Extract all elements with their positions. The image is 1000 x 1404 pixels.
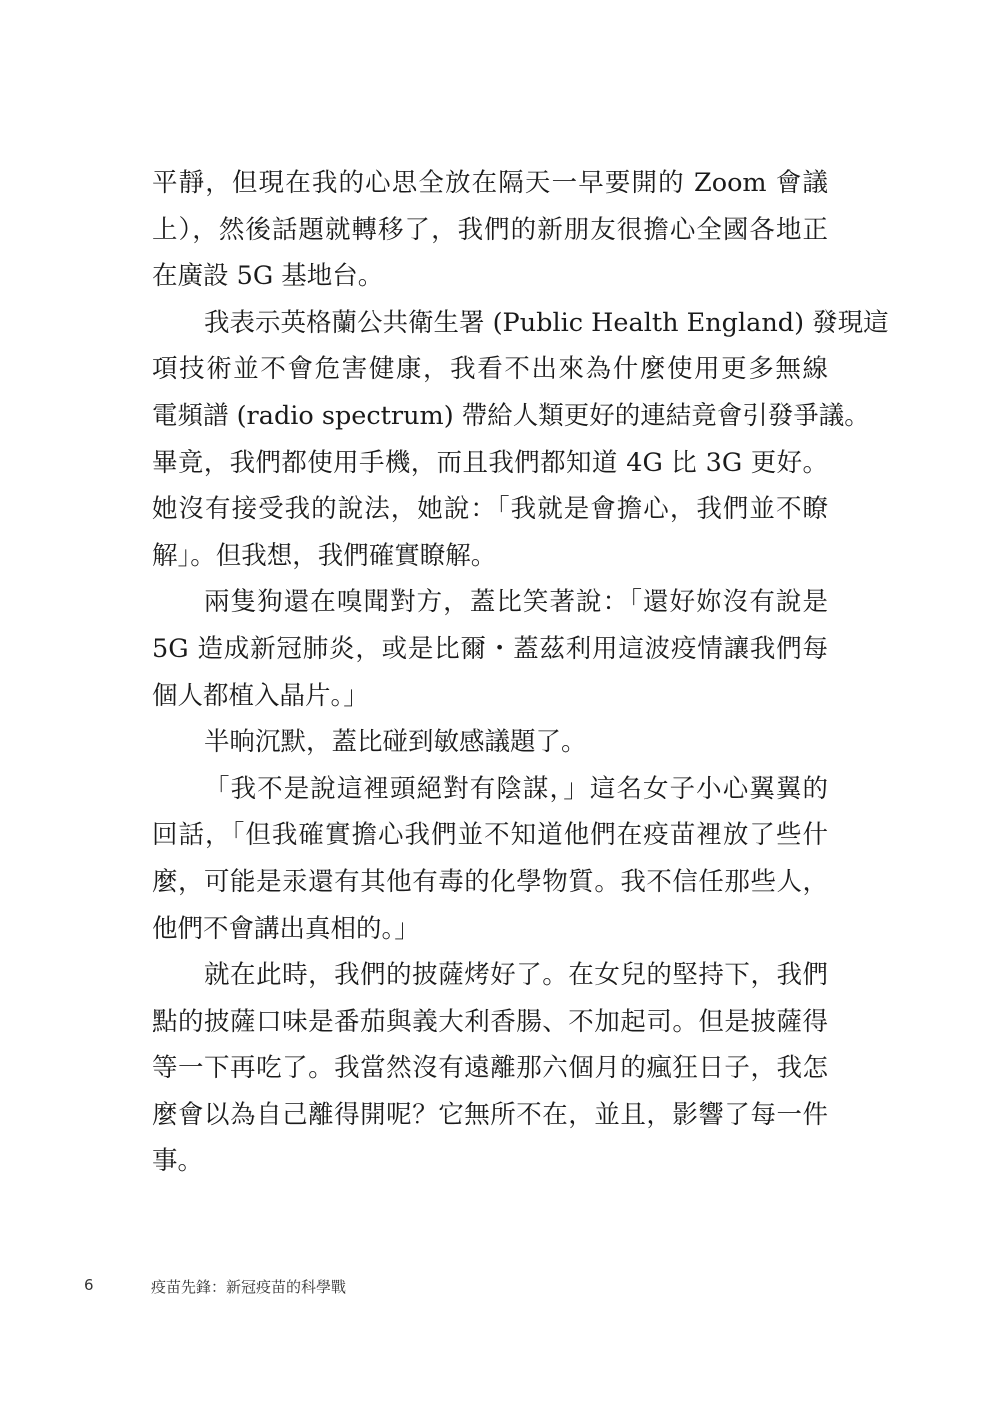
text-line: 他們不會講出真相的。」: [152, 913, 420, 944]
text-line: 點的披薩口味是番茄與義大利香腸、不加起司。但是披薩得: [152, 1006, 828, 1037]
body-text: [152, 160, 889, 1185]
text-line: 等一下再吃了。我當然沒有遠離那六個月的瘋狂日子，我怎: [152, 1053, 828, 1084]
text-line: 電頻譜 (radio spectrum) 帶給人類更好的連結竟會引發爭議。: [152, 400, 870, 431]
text-line: 個人都植入晶片。」: [152, 680, 369, 711]
text-line: 回話，「但我確實擔心我們並不知道他們在疫苗裡放了些什: [152, 820, 828, 851]
text-line: 項技術並不會危害健康，我看不出來為什麼使用更多無線: [152, 354, 828, 385]
text-line: 上），然後話題就轉移了，我們的新朋友很擔心全國各地正: [152, 214, 828, 245]
text-line: 我表示英格蘭公共衛生署 (Public Health England) 發現這: [204, 307, 889, 338]
text-line: 事。: [152, 1146, 204, 1177]
text-line: 5G 造成新冠肺炎，或是比爾・蓋茲利用這波疫情讓我們每: [152, 633, 828, 664]
text-line: 解」。但我想，我們確實瞭解。: [152, 540, 497, 571]
text-line: 她沒有接受我的說法，她說：「我就是會擔心，我們並不瞭: [152, 494, 828, 525]
text-line: 半晌沉默，蓋比碰到敏感議題了。: [204, 727, 587, 758]
text-line: 就在此時，我們的披薩烤好了。在女兒的堅持下，我們: [204, 960, 828, 991]
text-line: 「我不是說這裡頭絕對有陰謀，」這名女子小心翼翼的: [204, 773, 828, 804]
page-number: 6: [84, 1276, 94, 1294]
text-line: 兩隻狗還在嗅聞對方，蓋比笑著說：「還好妳沒有說是: [204, 587, 828, 618]
text-line: 平靜，但現在我的心思全放在隔天一早要開的 Zoom 會議: [152, 168, 828, 198]
running-title: 疫苗先鋒：新冠疫苗的科學戰: [151, 1278, 347, 1296]
text-line: 畢竟，我們都使用手機，而且我們都知道 4G 比 3G 更好。: [152, 447, 828, 478]
text-line: 在廣設 5G 基地台。: [152, 261, 384, 292]
text-line: 麼會以為自己離得開呢？它無所不在，並且，影響了每一件: [152, 1099, 828, 1130]
text-line: 麼，可能是汞還有其他有毒的化學物質。我不信任那些人，: [152, 866, 828, 897]
